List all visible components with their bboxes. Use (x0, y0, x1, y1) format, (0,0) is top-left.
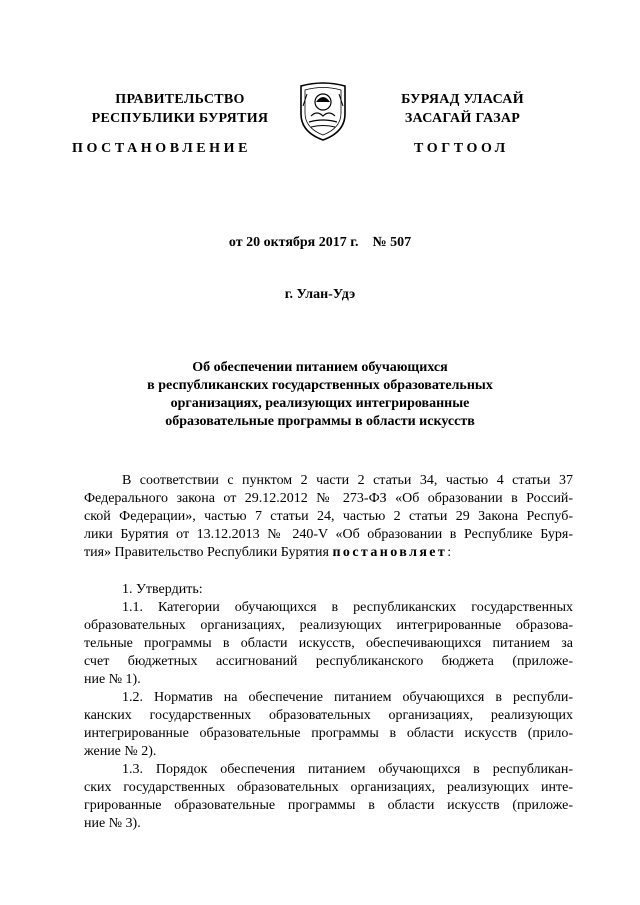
text-line: жение № 2). (84, 744, 157, 759)
title-line2: в республиканских государственных образовательных (147, 378, 493, 393)
title-line1: Об обеспечении питанием обучающихся (192, 360, 448, 375)
text-line: 1.1. Категории обучающихся в республиканских государственных (122, 600, 573, 615)
coat-of-arms-icon (297, 80, 349, 142)
text-line: Федерального закона от 29.12.2012 № 273-ФЗ «Об образовании в Россий- (84, 491, 573, 506)
text-line: В соответствии с пунктом 2 части 2 статьи 34, частью 4 статьи 37 (122, 473, 573, 488)
paragraph-approve (84, 581, 573, 599)
text-line: ние № 1). (84, 672, 141, 687)
text-line: 1.2. Норматив на обеспечение питанием обучающихся в республи- (122, 690, 573, 705)
doc-type-right: ТОГТООЛ (414, 141, 509, 156)
text-line: лики Бурятия от 13.12.2013 № 240-V «Об образовании в Республике Буря- (84, 527, 573, 542)
header-left-line1: ПРАВИТЕЛЬСТВО (115, 92, 245, 107)
paragraph-preamble (84, 472, 573, 562)
resolves-word: постановляет (332, 545, 448, 560)
header-left (70, 90, 290, 128)
text-line (84, 544, 573, 562)
title-line3: организациях, реализующих интегрированные (170, 396, 470, 411)
text-segment: тия» Правительство Республики Бурятия (84, 545, 333, 560)
text-line: 1. Утвердить: (122, 582, 203, 597)
text-line: интегрированные образовательные программы в области искусств (прило- (84, 726, 573, 741)
date-number: от 20 октября 2017 г. № 507 (228, 235, 412, 250)
paragraph-item-1-3 (84, 761, 573, 833)
doc-type-left: ПОСТАНОВЛЕНИЕ (72, 141, 252, 156)
title-line4: образовательные программы в области искусств (165, 414, 475, 429)
text-line: 1.3. Порядок обеспечения питанием обучающихся в республикан- (122, 762, 573, 777)
text-line: ской Федерации», частью 7 статьи 24, частью 2 статьи 29 Закона Респуб- (84, 509, 573, 524)
text-line: ских государственных образовательных организациях, реализующих инте- (84, 780, 573, 795)
text-line: тельные программы в области искусств, обеспечивающихся питанием за (84, 636, 573, 651)
text-line: канских государственных образовательных организациях, реализующих (84, 708, 573, 723)
text-line: грированные образовательные программы в области искусств (приложе- (84, 798, 573, 813)
header-right-line1: БУРЯАД УЛАСАЙ (401, 92, 524, 107)
paragraph-item-1-1 (84, 599, 573, 689)
header-right (360, 90, 565, 128)
city: г. Улан-Удэ (284, 287, 356, 302)
paragraph-item-1-2 (84, 689, 573, 761)
text-line: счет бюджетных ассигнований республиканского бюджета (приложе- (84, 654, 573, 669)
text-line: образовательных организациях, реализующих интегрированные образова- (84, 618, 573, 633)
text-line: ние № 3). (84, 816, 141, 831)
header-left-line2: РЕСПУБЛИКИ БУРЯТИЯ (91, 111, 269, 126)
header-right-line2: ЗАСАГАЙ ГАЗАР (404, 111, 521, 126)
document-title (0, 359, 640, 431)
text-segment: : (447, 545, 452, 560)
